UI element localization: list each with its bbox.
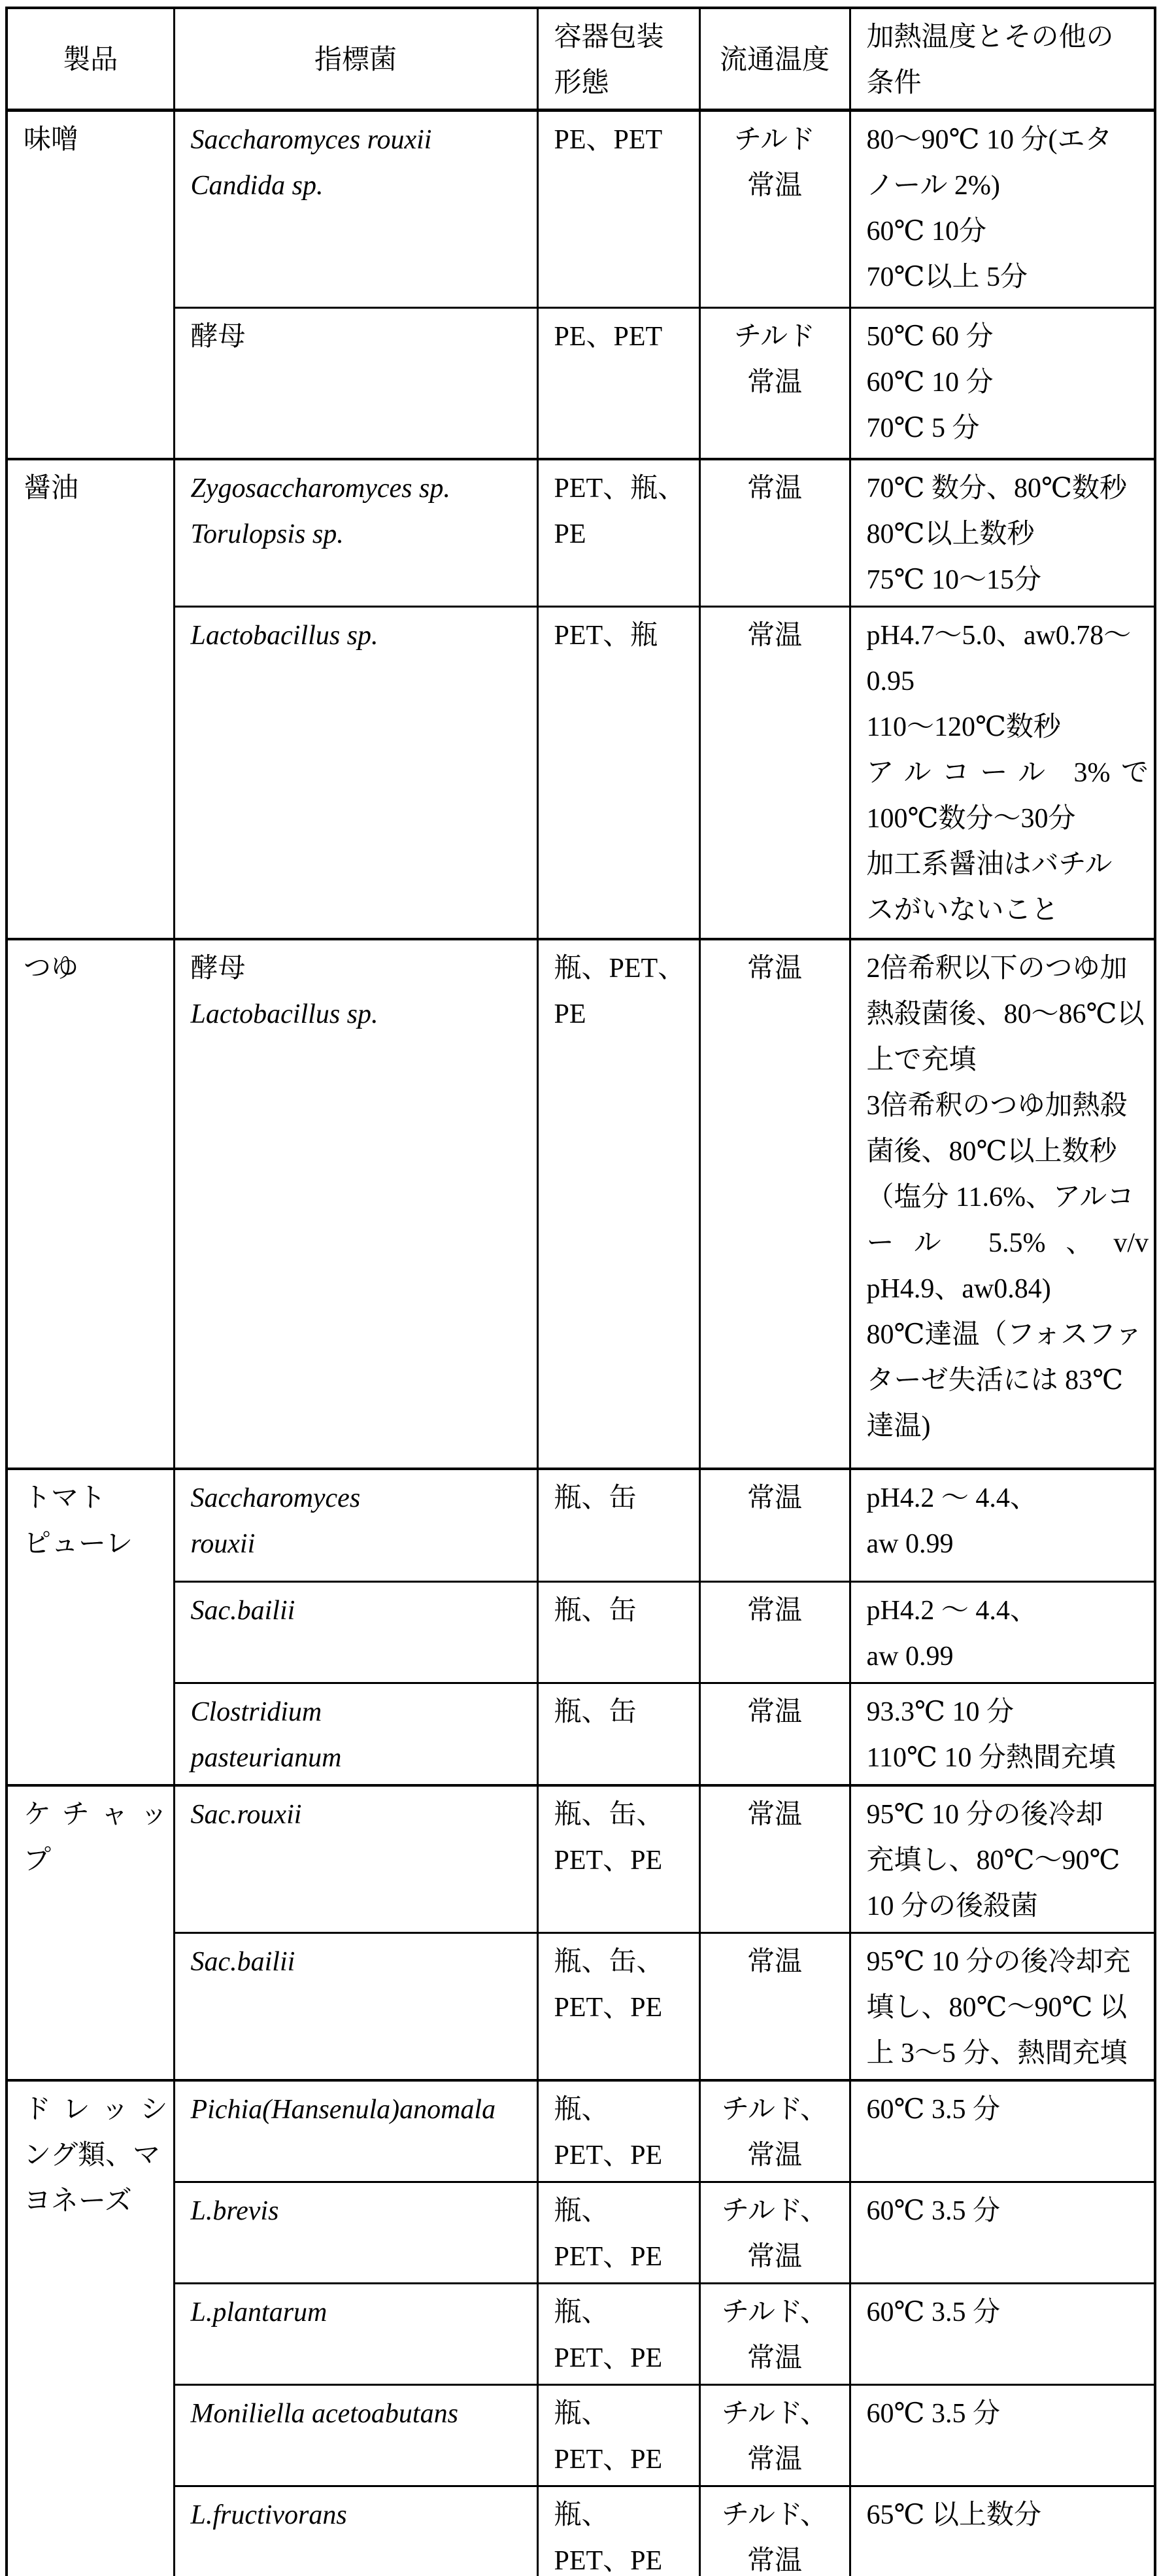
indicator-cell xyxy=(174,1582,537,1683)
container-cell xyxy=(537,1683,699,1785)
cell-text-line: PE、PET xyxy=(554,322,663,352)
conditions-cell xyxy=(850,2384,1155,2486)
cell-text-line: Torulopsis sp. xyxy=(190,519,344,549)
distribution-cell xyxy=(699,607,850,939)
cell-text-line: 常温 xyxy=(747,2545,802,2576)
indicator-cell xyxy=(174,459,537,607)
header-text-line: 加熱温度とその他の xyxy=(866,22,1114,52)
product-text-line: つゆ xyxy=(24,953,79,984)
cell-text-line: 常温 xyxy=(747,2140,802,2171)
header-text-line: 指標菌 xyxy=(314,45,397,75)
product-cell xyxy=(7,111,174,459)
product-text-line: ヨネーズ xyxy=(24,2186,132,2216)
cell-text-line: 達温) xyxy=(866,1411,931,1441)
cell-text-line: 70℃ 数分、80℃数秒 xyxy=(866,473,1127,504)
table-row xyxy=(7,2486,1155,2576)
cell-text-line: aw 0.99 xyxy=(866,1641,954,1672)
cell-text-line: 0.95 xyxy=(866,666,915,696)
cell-text-line: 常温 xyxy=(747,171,802,201)
col-header-distribution xyxy=(699,8,850,111)
cell-text-line: 瓶、缶、 xyxy=(554,1799,664,1830)
product-cell xyxy=(7,2080,174,2576)
container-cell xyxy=(537,607,699,939)
cell-text-line: スがいないこと xyxy=(866,895,1059,925)
distribution-cell xyxy=(699,1683,850,1785)
cell-text-line: PET、PE xyxy=(554,2444,663,2475)
conditions-cell xyxy=(850,111,1155,308)
product-cell xyxy=(7,939,174,1469)
cell-text-line: ノール 2%) xyxy=(866,171,1000,201)
cell-text-line: Clostridium xyxy=(190,1697,322,1727)
cell-text-line: 常温 xyxy=(747,1946,802,1977)
table-row xyxy=(7,2182,1155,2283)
cell-text-line: PET、瓶 xyxy=(554,621,658,651)
cell-text-line: PET、PE xyxy=(554,1992,663,2023)
col-header-container xyxy=(537,8,699,111)
product-text-line: 醤油 xyxy=(24,473,79,504)
product-text-line: ケチャッ xyxy=(24,1799,168,1830)
cell-text-line: 60℃ 3.5 分 xyxy=(866,2297,1000,2327)
cell-text-line: （塩分 11.6%、アルコ xyxy=(866,1182,1135,1212)
cell-text-line: アルコール 3%で xyxy=(866,758,1149,788)
conditions-cell xyxy=(850,2080,1155,2182)
cell-text-line: チルド、 xyxy=(721,2499,828,2530)
cell-text-line: 60℃ 3.5 分 xyxy=(866,2094,1000,2125)
cell-text-line: 瓶、 xyxy=(554,2398,609,2429)
cell-text-line: PET、瓶、 xyxy=(554,473,686,504)
cell-text-line: pH4.7～5.0、aw0.78～ xyxy=(866,621,1132,651)
cell-text-line: 95℃ 10 分の後冷却充 xyxy=(866,1946,1131,1977)
distribution-cell xyxy=(699,1932,850,2080)
cell-text-line: 100℃数分～30分 xyxy=(866,804,1076,834)
conditions-cell xyxy=(850,1582,1155,1683)
cell-text-line: pH4.9、aw0.84) xyxy=(866,1273,1051,1304)
cell-text-line: チルド xyxy=(734,322,815,352)
cell-text-line: 60℃ 3.5 分 xyxy=(866,2398,1000,2429)
cell-text-line: 80℃以上数秒 xyxy=(866,519,1035,549)
cell-text-line: チルド、 xyxy=(721,2195,828,2226)
conditions-cell xyxy=(850,1785,1155,1933)
container-cell xyxy=(537,111,699,308)
header-text-line: 製品 xyxy=(63,45,118,75)
cell-text-line: Saccharomyces xyxy=(190,1483,361,1513)
conditions-cell xyxy=(850,1469,1155,1582)
cell-text-line: 80～90℃ 10 分(エタ xyxy=(866,125,1113,155)
cell-text-line: Lactobacillus sp. xyxy=(190,621,378,651)
container-cell xyxy=(537,1582,699,1683)
header-text-line: 容器包装 xyxy=(554,22,664,52)
header-row xyxy=(7,8,1155,111)
product-text-line: 味噌 xyxy=(24,125,79,155)
cell-text-line: rouxii xyxy=(190,1528,256,1559)
conditions-cell xyxy=(850,2486,1155,2576)
table-row xyxy=(7,607,1155,939)
conditions-cell xyxy=(850,939,1155,1469)
cell-text-line: PET、PE xyxy=(554,1845,663,1876)
table-row xyxy=(7,459,1155,607)
cell-text-line: 2倍希釈以下のつゆ加 xyxy=(866,953,1128,984)
cell-text-line: L.brevis xyxy=(190,2195,279,2226)
cell-text-line: 110～120℃数秒 xyxy=(866,712,1061,742)
conditions-cell xyxy=(850,459,1155,607)
spoilage-conditions-table xyxy=(5,7,1156,2576)
product-text-line: ドレッシ xyxy=(24,2094,168,2125)
header-text-line: 形態 xyxy=(554,68,609,98)
container-cell xyxy=(537,308,699,459)
table-row xyxy=(7,111,1155,308)
cell-text-line: 50℃ 60 分 xyxy=(866,322,994,352)
indicator-cell xyxy=(174,1469,537,1582)
indicator-cell xyxy=(174,939,537,1469)
distribution-cell xyxy=(699,2486,850,2576)
product-cell xyxy=(7,1785,174,2080)
container-cell xyxy=(537,1932,699,2080)
table-row xyxy=(7,1469,1155,1582)
conditions-cell xyxy=(850,607,1155,939)
container-cell xyxy=(537,1469,699,1582)
cell-text-line: PET、PE xyxy=(554,2545,663,2576)
cell-text-line: aw 0.99 xyxy=(866,1528,954,1559)
cell-text-line: 常温 xyxy=(747,621,802,651)
cell-text-line: 常温 xyxy=(747,1596,802,1626)
cell-text-line: 60℃ 3.5 分 xyxy=(866,2195,1000,2226)
cell-text-line: 常温 xyxy=(747,368,802,398)
container-cell xyxy=(537,2283,699,2384)
container-cell xyxy=(537,939,699,1469)
container-cell xyxy=(537,2384,699,2486)
product-cell xyxy=(7,459,174,939)
cell-text-line: 3倍希釈のつゆ加熱殺 xyxy=(866,1090,1128,1121)
cell-text-line: 瓶、 xyxy=(554,2499,609,2530)
cell-text-line: Sac.bailii xyxy=(190,1946,295,1977)
cell-text-line: チルド xyxy=(734,125,815,155)
indicator-cell xyxy=(174,2182,537,2283)
product-text-line: トマト xyxy=(24,1483,107,1513)
cell-text-line: 瓶、缶 xyxy=(554,1697,637,1727)
distribution-cell xyxy=(699,2182,850,2283)
cell-text-line: PE、PET xyxy=(554,125,663,155)
indicator-cell xyxy=(174,1932,537,2080)
cell-text-line: Zygosaccharomyces sp. xyxy=(190,473,450,504)
conditions-cell xyxy=(850,2182,1155,2283)
table-header xyxy=(7,8,1155,111)
container-cell xyxy=(537,2486,699,2576)
cell-text-line: 菌後、80℃以上数秒 xyxy=(866,1136,1117,1167)
header-text-line: 流通温度 xyxy=(719,45,830,75)
cell-text-line: ターゼ失活には 83℃ xyxy=(866,1365,1124,1396)
cell-text-line: 70℃以上 5分 xyxy=(866,262,1028,292)
container-cell xyxy=(537,2080,699,2182)
cell-text-line: 瓶、缶、 xyxy=(554,1946,664,1977)
indicator-cell xyxy=(174,2384,537,2486)
table-row xyxy=(7,2080,1155,2182)
cell-text-line: 充填し、80℃～90℃ xyxy=(866,1845,1120,1876)
distribution-cell xyxy=(699,2080,850,2182)
cell-text-line: Sac.rouxii xyxy=(190,1799,302,1830)
container-cell xyxy=(537,2182,699,2283)
container-cell xyxy=(537,459,699,607)
product-text-line: プ xyxy=(24,1845,52,1876)
col-header-indicator xyxy=(174,8,537,111)
cell-text-line: 常温 xyxy=(747,473,802,504)
cell-text-line: PET、PE xyxy=(554,2140,663,2171)
distribution-cell xyxy=(699,2283,850,2384)
cell-text-line: 常温 xyxy=(747,2241,802,2272)
cell-text-line: 上 3～5 分、熱間充填 xyxy=(866,2038,1128,2069)
table-row xyxy=(7,1683,1155,1785)
cell-text-line: PET、PE xyxy=(554,2343,663,2373)
product-text-line: ピューレ xyxy=(24,1528,133,1559)
cell-text-line: 填し、80℃～90℃ 以 xyxy=(866,1992,1127,2023)
cell-text-line: Pichia(Hansenula)anomala xyxy=(190,2094,496,2125)
cell-text-line: Saccharomyces rouxii xyxy=(190,125,432,155)
cell-text-line: 常温 xyxy=(747,1799,802,1830)
cell-text-line: Candida sp. xyxy=(190,171,324,201)
cell-text-line: 酵母 xyxy=(190,322,246,352)
cell-text-line: PE xyxy=(554,519,586,549)
distribution-cell xyxy=(699,459,850,607)
cell-text-line: pH4.2 ～ 4.4、 xyxy=(866,1596,1037,1626)
table-body xyxy=(7,111,1155,2576)
indicator-cell xyxy=(174,1683,537,1785)
cell-text-line: L.plantarum xyxy=(190,2297,328,2327)
cell-text-line: 70℃ 5 分 xyxy=(866,413,980,443)
cell-text-line: 瓶、缶 xyxy=(554,1596,637,1626)
cell-text-line: ール 5.5%、v/v xyxy=(866,1228,1149,1258)
cell-text-line: 93.3℃ 10 分 xyxy=(866,1697,1014,1727)
distribution-cell xyxy=(699,111,850,308)
indicator-cell xyxy=(174,607,537,939)
indicator-cell xyxy=(174,111,537,308)
cell-text-line: Moniliella acetoabutans xyxy=(190,2398,458,2429)
distribution-cell xyxy=(699,308,850,459)
cell-text-line: 加工系醤油はバチル xyxy=(866,850,1113,880)
table-row xyxy=(7,1785,1155,1933)
cell-text-line: pasteurianum xyxy=(190,1743,342,1773)
indicator-cell xyxy=(174,2080,537,2182)
cell-text-line: 酵母 xyxy=(190,953,246,984)
cell-text-line: 60℃ 10 分 xyxy=(866,368,994,398)
cell-text-line: 瓶、 xyxy=(554,2297,609,2327)
cell-text-line: 上で充填 xyxy=(866,1044,977,1075)
indicator-cell xyxy=(174,2486,537,2576)
indicator-cell xyxy=(174,308,537,459)
cell-text-line: 瓶、缶 xyxy=(554,1483,637,1513)
cell-text-line: 常温 xyxy=(747,1483,802,1513)
cell-text-line: 95℃ 10 分の後冷却 xyxy=(866,1799,1103,1830)
conditions-cell xyxy=(850,1683,1155,1785)
cell-text-line: 75℃ 10～15分 xyxy=(866,564,1041,595)
cell-text-line: 熱殺菌後、80～86℃以 xyxy=(866,999,1145,1029)
cell-text-line: 65℃ 以上数分 xyxy=(866,2499,1041,2530)
cell-text-line: Lactobacillus sp. xyxy=(190,999,378,1029)
cell-text-line: 60℃ 10分 xyxy=(866,216,986,247)
table-row xyxy=(7,1582,1155,1683)
header-text-line: 条件 xyxy=(866,68,922,98)
cell-text-line: 110℃ 10 分熱間充填 xyxy=(866,1743,1116,1773)
cell-text-line: pH4.2 ～ 4.4、 xyxy=(866,1483,1037,1513)
product-cell xyxy=(7,1469,174,1785)
cell-text-line: Sac.bailii xyxy=(190,1596,295,1626)
distribution-cell xyxy=(699,939,850,1469)
indicator-cell xyxy=(174,2283,537,2384)
table-row xyxy=(7,2283,1155,2384)
conditions-cell xyxy=(850,308,1155,459)
distribution-cell xyxy=(699,1785,850,1933)
cell-text-line: 80℃達温（フォスファ xyxy=(866,1319,1143,1350)
container-cell xyxy=(537,1785,699,1933)
product-text-line: ング類、マ xyxy=(24,2140,161,2171)
cell-text-line: 瓶、PET、 xyxy=(554,953,686,984)
table-row xyxy=(7,308,1155,459)
cell-text-line: L.fructivorans xyxy=(190,2499,347,2530)
cell-text-line: PE xyxy=(554,999,586,1029)
table-row xyxy=(7,2384,1155,2486)
cell-text-line: 常温 xyxy=(747,1697,802,1727)
cell-text-line: 常温 xyxy=(747,2343,802,2373)
cell-text-line: 瓶、 xyxy=(554,2094,609,2125)
table-row xyxy=(7,939,1155,1469)
distribution-cell xyxy=(699,2384,850,2486)
cell-text-line: 10 分の後殺菌 xyxy=(866,1891,1039,1921)
cell-text-line: チルド、 xyxy=(721,2094,828,2125)
distribution-cell xyxy=(699,1469,850,1582)
distribution-cell xyxy=(699,1582,850,1683)
cell-text-line: チルド、 xyxy=(721,2398,828,2429)
cell-text-line: 常温 xyxy=(747,953,802,984)
col-header-product xyxy=(7,8,174,111)
conditions-cell xyxy=(850,2283,1155,2384)
indicator-cell xyxy=(174,1785,537,1933)
col-header-heating xyxy=(850,8,1155,111)
conditions-cell xyxy=(850,1932,1155,2080)
cell-text-line: 常温 xyxy=(747,2444,802,2475)
cell-text-line: チルド、 xyxy=(721,2297,828,2327)
cell-text-line: 瓶、 xyxy=(554,2195,609,2226)
table-row xyxy=(7,1932,1155,2080)
cell-text-line: PET、PE xyxy=(554,2241,663,2272)
